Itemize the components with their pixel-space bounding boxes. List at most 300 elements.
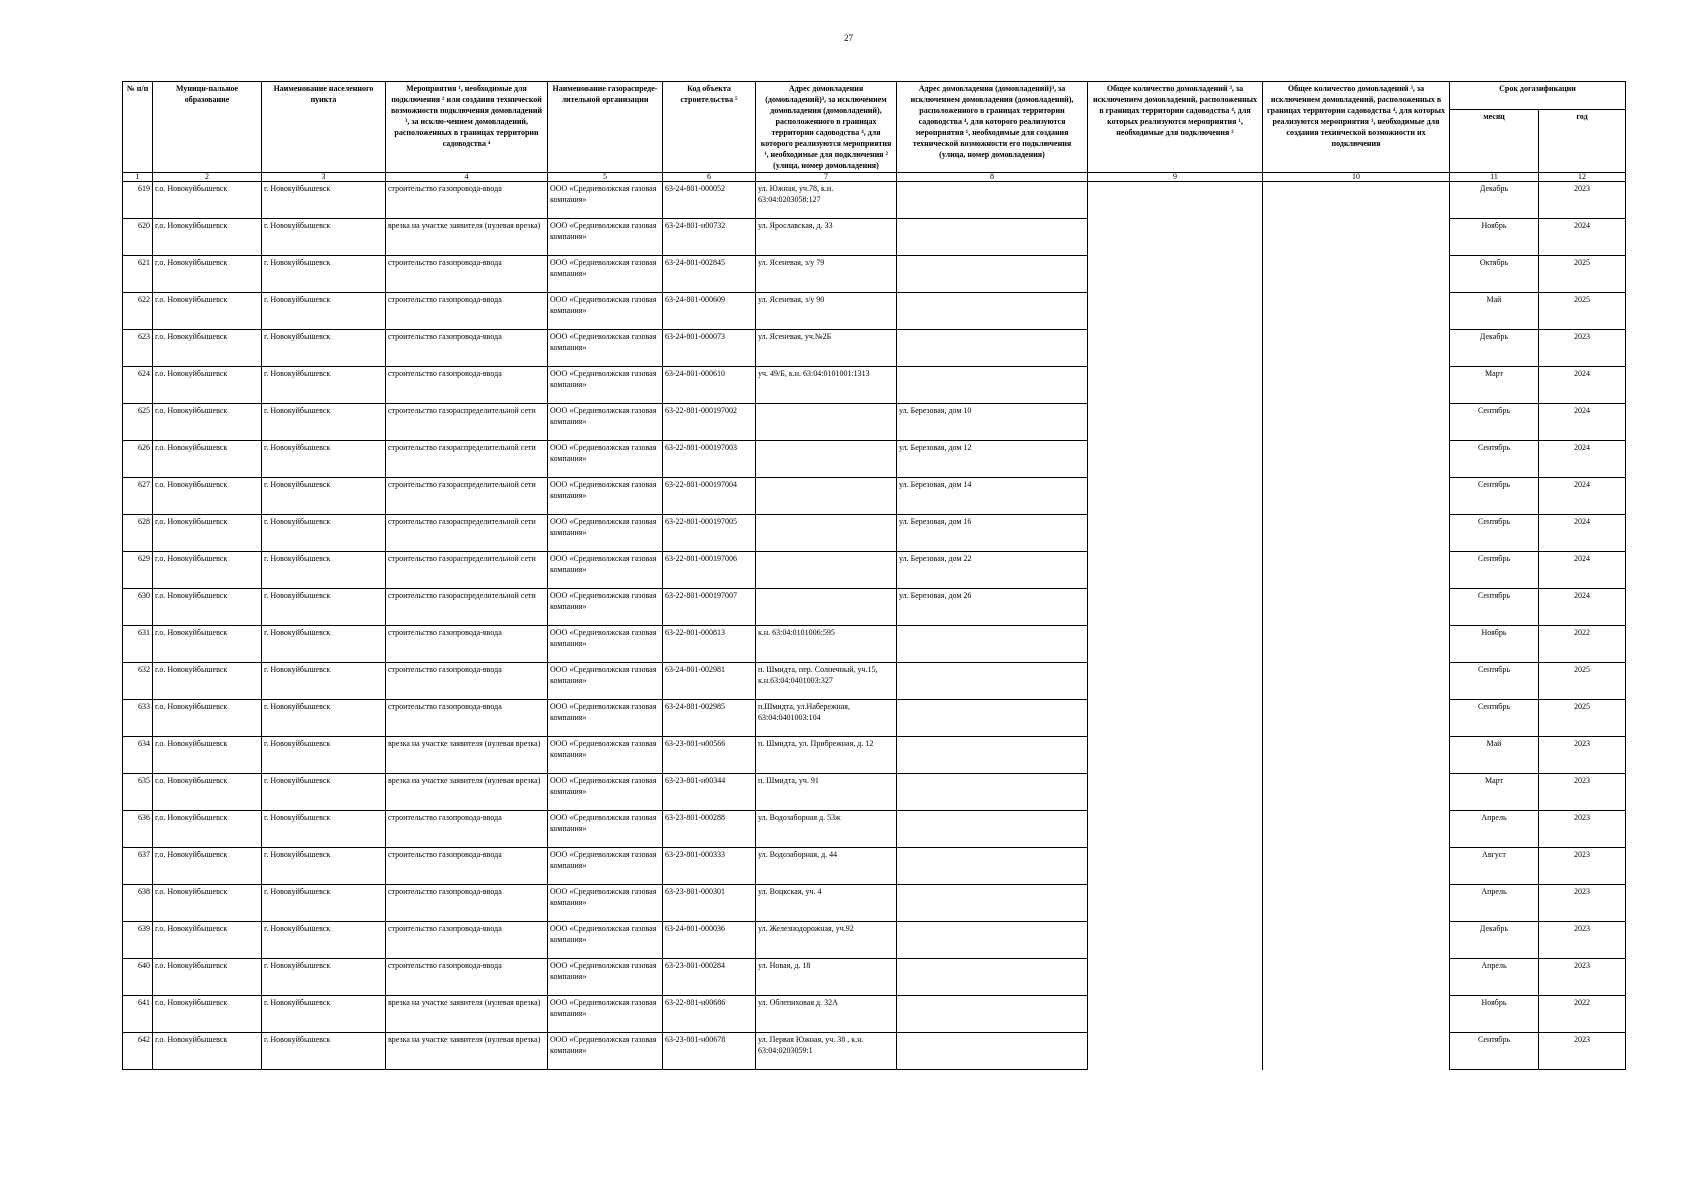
- year-cell: 2023: [1539, 182, 1626, 219]
- count-connection-cell: [1088, 589, 1263, 626]
- count-connection-cell: [1088, 1033, 1263, 1070]
- count-capacity-cell: [1263, 811, 1450, 848]
- address-capacity-cell: ул. Березовая, дом 16: [897, 515, 1088, 552]
- object-code-cell: 63-23-801-н00678: [663, 1033, 756, 1070]
- month-cell: Сентябрь: [1450, 441, 1539, 478]
- column-number: 5: [548, 173, 663, 182]
- header-addr8: Адрес домовладения (домовладений)³, за исключением домовладения (домовладений), расположенного в границах территории садоводства ⁴, для которого реализуются мероприятия ¹, необходимые для создания технической возможности его подключения (улица, номер домовладения): [897, 82, 1088, 173]
- address-capacity-cell: [897, 959, 1088, 996]
- table-row: [123, 219, 1626, 256]
- measure-cell: строительство газопровода-ввода: [386, 330, 548, 367]
- address-capacity-cell: [897, 182, 1088, 219]
- count-connection-cell: [1088, 737, 1263, 774]
- organization-cell: ООО «Средневолжская газовая компания»: [548, 589, 663, 626]
- object-code-cell: 63-22-801-000197006: [663, 552, 756, 589]
- year-cell: 2024: [1539, 589, 1626, 626]
- settlement-cell: г. Новокуйбышевск: [262, 441, 386, 478]
- table-body: [123, 182, 1626, 1070]
- address-capacity-cell: [897, 1033, 1088, 1070]
- settlement-cell: г. Новокуйбышевск: [262, 367, 386, 404]
- year-cell: 2025: [1539, 293, 1626, 330]
- month-cell: Май: [1450, 293, 1539, 330]
- year-cell: 2024: [1539, 478, 1626, 515]
- municipality-cell: г.о. Новокуйбышевск: [153, 589, 262, 626]
- settlement-cell: г. Новокуйбышевск: [262, 182, 386, 219]
- count-capacity-cell: [1263, 737, 1450, 774]
- year-cell: 2024: [1539, 515, 1626, 552]
- count-capacity-cell: [1263, 219, 1450, 256]
- month-cell: Сентябрь: [1450, 478, 1539, 515]
- month-cell: Декабрь: [1450, 330, 1539, 367]
- column-number: 7: [756, 173, 897, 182]
- address-capacity-cell: [897, 885, 1088, 922]
- municipality-cell: г.о. Новокуйбышевск: [153, 774, 262, 811]
- count-capacity-cell: [1263, 441, 1450, 478]
- measure-cell: врезка на участке заявителя (нулевая врезка): [386, 996, 548, 1033]
- table-row: [123, 959, 1626, 996]
- row-number: 629: [123, 552, 153, 589]
- count-connection-cell: [1088, 256, 1263, 293]
- organization-cell: ООО «Средневолжская газовая компания»: [548, 256, 663, 293]
- row-number: 620: [123, 219, 153, 256]
- address-connection-cell: ул. Водозаборная д. 53ж: [756, 811, 897, 848]
- settlement-cell: г. Новокуйбышевск: [262, 774, 386, 811]
- count-capacity-cell: [1263, 774, 1450, 811]
- municipality-cell: г.о. Новокуйбышевск: [153, 515, 262, 552]
- column-number: 10: [1263, 173, 1450, 182]
- count-connection-cell: [1088, 330, 1263, 367]
- count-capacity-cell: [1263, 1033, 1450, 1070]
- settlement-cell: г. Новокуйбышевск: [262, 885, 386, 922]
- column-number: 11: [1450, 173, 1539, 182]
- address-connection-cell: ул. Новая, д. 18: [756, 959, 897, 996]
- object-code-cell: 63-24-801-002981: [663, 663, 756, 700]
- month-cell: Сентябрь: [1450, 589, 1539, 626]
- count-capacity-cell: [1263, 330, 1450, 367]
- settlement-cell: г. Новокуйбышевск: [262, 330, 386, 367]
- month-cell: Апрель: [1450, 885, 1539, 922]
- year-cell: 2024: [1539, 404, 1626, 441]
- year-cell: 2025: [1539, 663, 1626, 700]
- row-number: 630: [123, 589, 153, 626]
- column-number: 2: [153, 173, 262, 182]
- address-capacity-cell: [897, 811, 1088, 848]
- year-cell: 2025: [1539, 700, 1626, 737]
- count-connection-cell: [1088, 626, 1263, 663]
- address-connection-cell: уч. 49/Б, к.н. 63:04:0101001:1313: [756, 367, 897, 404]
- row-number: 623: [123, 330, 153, 367]
- organization-cell: ООО «Средневолжская газовая компания»: [548, 774, 663, 811]
- organization-cell: ООО «Средневолжская газовая компания»: [548, 848, 663, 885]
- measure-cell: строительство газопровода-ввода: [386, 959, 548, 996]
- object-code-cell: 63-24-801-000036: [663, 922, 756, 959]
- row-number: 632: [123, 663, 153, 700]
- count-connection-cell: [1088, 293, 1263, 330]
- row-number: 637: [123, 848, 153, 885]
- settlement-cell: г. Новокуйбышевск: [262, 959, 386, 996]
- object-code-cell: 63-22-801-000197002: [663, 404, 756, 441]
- address-capacity-cell: [897, 367, 1088, 404]
- row-number: 626: [123, 441, 153, 478]
- organization-cell: ООО «Средневолжская газовая компания»: [548, 478, 663, 515]
- address-connection-cell: п. Шмидта, уч. 91: [756, 774, 897, 811]
- row-number: 642: [123, 1033, 153, 1070]
- organization-cell: ООО «Средневолжская газовая компания»: [548, 959, 663, 996]
- address-connection-cell: п.Шмидта, ул.Набережная, 63:04:0401003:104: [756, 700, 897, 737]
- measure-cell: строительство газопровода-ввода: [386, 663, 548, 700]
- count-connection-cell: [1088, 367, 1263, 404]
- month-cell: Октябрь: [1450, 256, 1539, 293]
- measure-cell: строительство газопровода-ввода: [386, 811, 548, 848]
- year-cell: 2023: [1539, 848, 1626, 885]
- row-number: 631: [123, 626, 153, 663]
- measure-cell: строительство газопровода-ввода: [386, 367, 548, 404]
- count-capacity-cell: [1263, 182, 1450, 219]
- organization-cell: ООО «Средневолжская газовая компания»: [548, 515, 663, 552]
- month-cell: Май: [1450, 737, 1539, 774]
- table-row: [123, 626, 1626, 663]
- object-code-cell: 63-22-801-000197003: [663, 441, 756, 478]
- address-connection-cell: ул. Ясеневая, з/у 79: [756, 256, 897, 293]
- organization-cell: ООО «Средневолжская газовая компания»: [548, 922, 663, 959]
- object-code-cell: 63-22-801-000197005: [663, 515, 756, 552]
- object-code-cell: 63-23-801-000288: [663, 811, 756, 848]
- address-capacity-cell: [897, 330, 1088, 367]
- table-row: [123, 182, 1626, 219]
- settlement-cell: г. Новокуйбышевск: [262, 552, 386, 589]
- municipality-cell: г.о. Новокуйбышевск: [153, 700, 262, 737]
- settlement-cell: г. Новокуйбышевск: [262, 219, 386, 256]
- municipality-cell: г.о. Новокуйбышевск: [153, 182, 262, 219]
- row-number: 635: [123, 774, 153, 811]
- municipality-cell: г.о. Новокуйбышевск: [153, 330, 262, 367]
- measure-cell: строительство газораспределительной сети: [386, 404, 548, 441]
- measure-cell: строительство газопровода-ввода: [386, 626, 548, 663]
- settlement-cell: г. Новокуйбышевск: [262, 1033, 386, 1070]
- measure-cell: врезка на участке заявителя (нулевая врезка): [386, 737, 548, 774]
- month-cell: Август: [1450, 848, 1539, 885]
- address-connection-cell: [756, 478, 897, 515]
- column-number-row: [123, 173, 1626, 182]
- count-capacity-cell: [1263, 552, 1450, 589]
- row-number: 640: [123, 959, 153, 996]
- table-row: [123, 515, 1626, 552]
- table-row: [123, 885, 1626, 922]
- table-row: [123, 478, 1626, 515]
- count-capacity-cell: [1263, 589, 1450, 626]
- object-code-cell: 63-24-801-000609: [663, 293, 756, 330]
- year-cell: 2022: [1539, 996, 1626, 1033]
- organization-cell: ООО «Средневолжская газовая компания»: [548, 996, 663, 1033]
- address-capacity-cell: [897, 996, 1088, 1033]
- count-connection-cell: [1088, 774, 1263, 811]
- object-code-cell: 63-22-801-000197007: [663, 589, 756, 626]
- row-number: 621: [123, 256, 153, 293]
- month-cell: Декабрь: [1450, 182, 1539, 219]
- table-row: [123, 552, 1626, 589]
- measure-cell: врезка на участке заявителя (нулевая врезка): [386, 219, 548, 256]
- table-row: [123, 848, 1626, 885]
- object-code-cell: 63-23-801-000301: [663, 885, 756, 922]
- year-cell: 2025: [1539, 256, 1626, 293]
- address-capacity-cell: [897, 219, 1088, 256]
- address-capacity-cell: ул. Березовая, дом 22: [897, 552, 1088, 589]
- column-number: 4: [386, 173, 548, 182]
- month-cell: Ноябрь: [1450, 626, 1539, 663]
- measure-cell: строительство газопровода-ввода: [386, 293, 548, 330]
- gasification-table: [122, 81, 1626, 1070]
- object-code-cell: 63-24-801-н00732: [663, 219, 756, 256]
- count-capacity-cell: [1263, 700, 1450, 737]
- table-row: [123, 700, 1626, 737]
- table-row: [123, 996, 1626, 1033]
- municipality-cell: г.о. Новокуйбышевск: [153, 367, 262, 404]
- address-capacity-cell: [897, 700, 1088, 737]
- object-code-cell: 63-23-801-н00344: [663, 774, 756, 811]
- count-capacity-cell: [1263, 404, 1450, 441]
- table-row: [123, 404, 1626, 441]
- organization-cell: ООО «Средневолжская газовая компания»: [548, 441, 663, 478]
- address-capacity-cell: [897, 922, 1088, 959]
- count-capacity-cell: [1263, 922, 1450, 959]
- municipality-cell: г.о. Новокуйбышевск: [153, 441, 262, 478]
- organization-cell: ООО «Средневолжская газовая компания»: [548, 885, 663, 922]
- table-row: [123, 367, 1626, 404]
- measure-cell: строительство газопровода-ввода: [386, 182, 548, 219]
- measure-cell: строительство газораспределительной сети: [386, 552, 548, 589]
- municipality-cell: г.о. Новокуйбышевск: [153, 922, 262, 959]
- month-cell: Апрель: [1450, 811, 1539, 848]
- count-capacity-cell: [1263, 478, 1450, 515]
- count-capacity-cell: [1263, 663, 1450, 700]
- address-connection-cell: [756, 589, 897, 626]
- year-cell: 2023: [1539, 774, 1626, 811]
- year-cell: 2024: [1539, 552, 1626, 589]
- count-connection-cell: [1088, 552, 1263, 589]
- column-number: 9: [1088, 173, 1263, 182]
- address-connection-cell: п. Шмидта, пер. Солнечный, уч.15, к.н.63:04:0401003:327: [756, 663, 897, 700]
- count-capacity-cell: [1263, 848, 1450, 885]
- count-connection-cell: [1088, 663, 1263, 700]
- table-row: [123, 774, 1626, 811]
- year-cell: 2023: [1539, 811, 1626, 848]
- address-capacity-cell: ул. Березовая, дом 12: [897, 441, 1088, 478]
- organization-cell: ООО «Средневолжская газовая компания»: [548, 404, 663, 441]
- row-number: 636: [123, 811, 153, 848]
- object-code-cell: 63-24-801-000610: [663, 367, 756, 404]
- organization-cell: ООО «Средневолжская газовая компания»: [548, 330, 663, 367]
- address-connection-cell: ул. Ясеневая, з/у 90: [756, 293, 897, 330]
- column-number: 1: [123, 173, 153, 182]
- page-number: 27: [844, 33, 853, 43]
- address-connection-cell: ул. Водозаборная, д. 44: [756, 848, 897, 885]
- municipality-cell: г.о. Новокуйбышевск: [153, 256, 262, 293]
- object-code-cell: 63-24-801-002845: [663, 256, 756, 293]
- municipality-cell: г.о. Новокуйбышевск: [153, 848, 262, 885]
- year-cell: 2023: [1539, 922, 1626, 959]
- measure-cell: строительство газопровода-ввода: [386, 848, 548, 885]
- settlement-cell: г. Новокуйбышевск: [262, 663, 386, 700]
- month-cell: Декабрь: [1450, 922, 1539, 959]
- month-cell: Сентябрь: [1450, 552, 1539, 589]
- row-number: 634: [123, 737, 153, 774]
- month-cell: Сентябрь: [1450, 404, 1539, 441]
- table-row: [123, 330, 1626, 367]
- settlement-cell: г. Новокуйбышевск: [262, 404, 386, 441]
- municipality-cell: г.о. Новокуйбышевск: [153, 404, 262, 441]
- address-capacity-cell: [897, 848, 1088, 885]
- settlement-cell: г. Новокуйбышевск: [262, 478, 386, 515]
- address-capacity-cell: [897, 774, 1088, 811]
- month-cell: Сентябрь: [1450, 1033, 1539, 1070]
- year-cell: 2024: [1539, 219, 1626, 256]
- count-connection-cell: [1088, 959, 1263, 996]
- row-number: 633: [123, 700, 153, 737]
- count-connection-cell: [1088, 700, 1263, 737]
- count-connection-cell: [1088, 478, 1263, 515]
- count-connection-cell: [1088, 182, 1263, 219]
- address-connection-cell: ул. Первая Южная, уч. 38 , к.н. 63:04:0203059:1: [756, 1033, 897, 1070]
- measure-cell: строительство газопровода-ввода: [386, 885, 548, 922]
- municipality-cell: г.о. Новокуйбышевск: [153, 626, 262, 663]
- count-capacity-cell: [1263, 996, 1450, 1033]
- address-connection-cell: ул. Ярославская, д. 33: [756, 219, 897, 256]
- year-cell: 2022: [1539, 626, 1626, 663]
- count-connection-cell: [1088, 922, 1263, 959]
- year-cell: 2024: [1539, 367, 1626, 404]
- settlement-cell: г. Новокуйбышевск: [262, 922, 386, 959]
- count-connection-cell: [1088, 219, 1263, 256]
- municipality-cell: г.о. Новокуйбышевск: [153, 811, 262, 848]
- count-capacity-cell: [1263, 626, 1450, 663]
- object-code-cell: 63-24-801-000073: [663, 330, 756, 367]
- address-connection-cell: ул. Облепиховая д. 32А: [756, 996, 897, 1033]
- table-row: [123, 441, 1626, 478]
- table-row: [123, 589, 1626, 626]
- count-connection-cell: [1088, 885, 1263, 922]
- municipality-cell: г.о. Новокуйбышевск: [153, 959, 262, 996]
- header-org: Наименование газораспреде-лительной организации: [548, 82, 663, 173]
- count-connection-cell: [1088, 404, 1263, 441]
- object-code-cell: 63-24-801-002985: [663, 700, 756, 737]
- header-month: месяц: [1450, 110, 1539, 173]
- municipality-cell: г.о. Новокуйбышевск: [153, 885, 262, 922]
- table-row: [123, 293, 1626, 330]
- month-cell: Март: [1450, 367, 1539, 404]
- header-term: Срок догазификации: [1450, 82, 1626, 110]
- measure-cell: строительство газопровода-ввода: [386, 700, 548, 737]
- municipality-cell: г.о. Новокуйбышевск: [153, 1033, 262, 1070]
- month-cell: Апрель: [1450, 959, 1539, 996]
- settlement-cell: г. Новокуйбышевск: [262, 515, 386, 552]
- header-municipality: Муници-пальное образование: [153, 82, 262, 173]
- column-number: 12: [1539, 173, 1626, 182]
- address-connection-cell: [756, 552, 897, 589]
- count-connection-cell: [1088, 441, 1263, 478]
- table-row: [123, 1033, 1626, 1070]
- count-capacity-cell: [1263, 367, 1450, 404]
- measure-cell: строительство газораспределительной сети: [386, 478, 548, 515]
- month-cell: Ноябрь: [1450, 219, 1539, 256]
- organization-cell: ООО «Средневолжская газовая компания»: [548, 626, 663, 663]
- municipality-cell: г.о. Новокуйбышевск: [153, 293, 262, 330]
- count-connection-cell: [1088, 811, 1263, 848]
- settlement-cell: г. Новокуйбышевск: [262, 737, 386, 774]
- settlement-cell: г. Новокуйбышевск: [262, 626, 386, 663]
- address-capacity-cell: ул. Березовая, дом 14: [897, 478, 1088, 515]
- address-capacity-cell: ул. Березовая, дом 10: [897, 404, 1088, 441]
- month-cell: Сентябрь: [1450, 663, 1539, 700]
- object-code-cell: 63-23-801-н00566: [663, 737, 756, 774]
- object-code-cell: 63-23-801-000284: [663, 959, 756, 996]
- organization-cell: ООО «Средневолжская газовая компания»: [548, 552, 663, 589]
- header-n: № п/п: [123, 82, 153, 173]
- settlement-cell: г. Новокуйбышевск: [262, 256, 386, 293]
- organization-cell: ООО «Средневолжская газовая компания»: [548, 663, 663, 700]
- address-capacity-cell: [897, 626, 1088, 663]
- measure-cell: строительство газораспределительной сети: [386, 589, 548, 626]
- settlement-cell: г. Новокуйбышевск: [262, 811, 386, 848]
- year-cell: 2024: [1539, 441, 1626, 478]
- address-capacity-cell: [897, 737, 1088, 774]
- column-number: 8: [897, 173, 1088, 182]
- organization-cell: ООО «Средневолжская газовая компания»: [548, 182, 663, 219]
- row-number: 625: [123, 404, 153, 441]
- table-row: [123, 663, 1626, 700]
- count-capacity-cell: [1263, 885, 1450, 922]
- organization-cell: ООО «Средневолжская газовая компания»: [548, 737, 663, 774]
- column-number: 6: [663, 173, 756, 182]
- object-code-cell: 63-22-801-н00686: [663, 996, 756, 1033]
- organization-cell: ООО «Средневолжская газовая компания»: [548, 293, 663, 330]
- settlement-cell: г. Новокуйбышевск: [262, 848, 386, 885]
- measure-cell: врезка на участке заявителя (нулевая врезка): [386, 774, 548, 811]
- row-number: 624: [123, 367, 153, 404]
- row-number: 622: [123, 293, 153, 330]
- address-connection-cell: ул. Железнодорожная, уч.92: [756, 922, 897, 959]
- month-cell: Ноябрь: [1450, 996, 1539, 1033]
- month-cell: Сентябрь: [1450, 700, 1539, 737]
- header-count10: Общее количество домовладений ³, за исключением домовладений, расположенных в границах территории садоводства ⁴, для которых реализуются мероприятия ¹, необходимые для создания технической возможности их подключения: [1263, 82, 1450, 173]
- settlement-cell: г. Новокуйбышевск: [262, 589, 386, 626]
- address-capacity-cell: [897, 256, 1088, 293]
- table-row: [123, 922, 1626, 959]
- address-capacity-cell: ул. Березовая, дом 26: [897, 589, 1088, 626]
- measure-cell: строительство газопровода-ввода: [386, 256, 548, 293]
- row-number: 619: [123, 182, 153, 219]
- count-capacity-cell: [1263, 256, 1450, 293]
- organization-cell: ООО «Средневолжская газовая компания»: [548, 811, 663, 848]
- row-number: 627: [123, 478, 153, 515]
- object-code-cell: 63-22-801-000813: [663, 626, 756, 663]
- measure-cell: врезка на участке заявителя (нулевая врезка): [386, 1033, 548, 1070]
- address-connection-cell: ул. Воцкская, уч. 4: [756, 885, 897, 922]
- municipality-cell: г.о. Новокуйбышевск: [153, 219, 262, 256]
- municipality-cell: г.о. Новокуйбышевск: [153, 478, 262, 515]
- settlement-cell: г. Новокуйбышевск: [262, 996, 386, 1033]
- address-connection-cell: [756, 515, 897, 552]
- count-connection-cell: [1088, 515, 1263, 552]
- municipality-cell: г.о. Новокуйбышевск: [153, 737, 262, 774]
- month-cell: Март: [1450, 774, 1539, 811]
- count-connection-cell: [1088, 996, 1263, 1033]
- header-code: Код объекта строительства ⁵: [663, 82, 756, 173]
- year-cell: 2023: [1539, 959, 1626, 996]
- year-cell: 2023: [1539, 330, 1626, 367]
- organization-cell: ООО «Средневолжская газовая компания»: [548, 367, 663, 404]
- municipality-cell: г.о. Новокуйбышевск: [153, 552, 262, 589]
- address-capacity-cell: [897, 663, 1088, 700]
